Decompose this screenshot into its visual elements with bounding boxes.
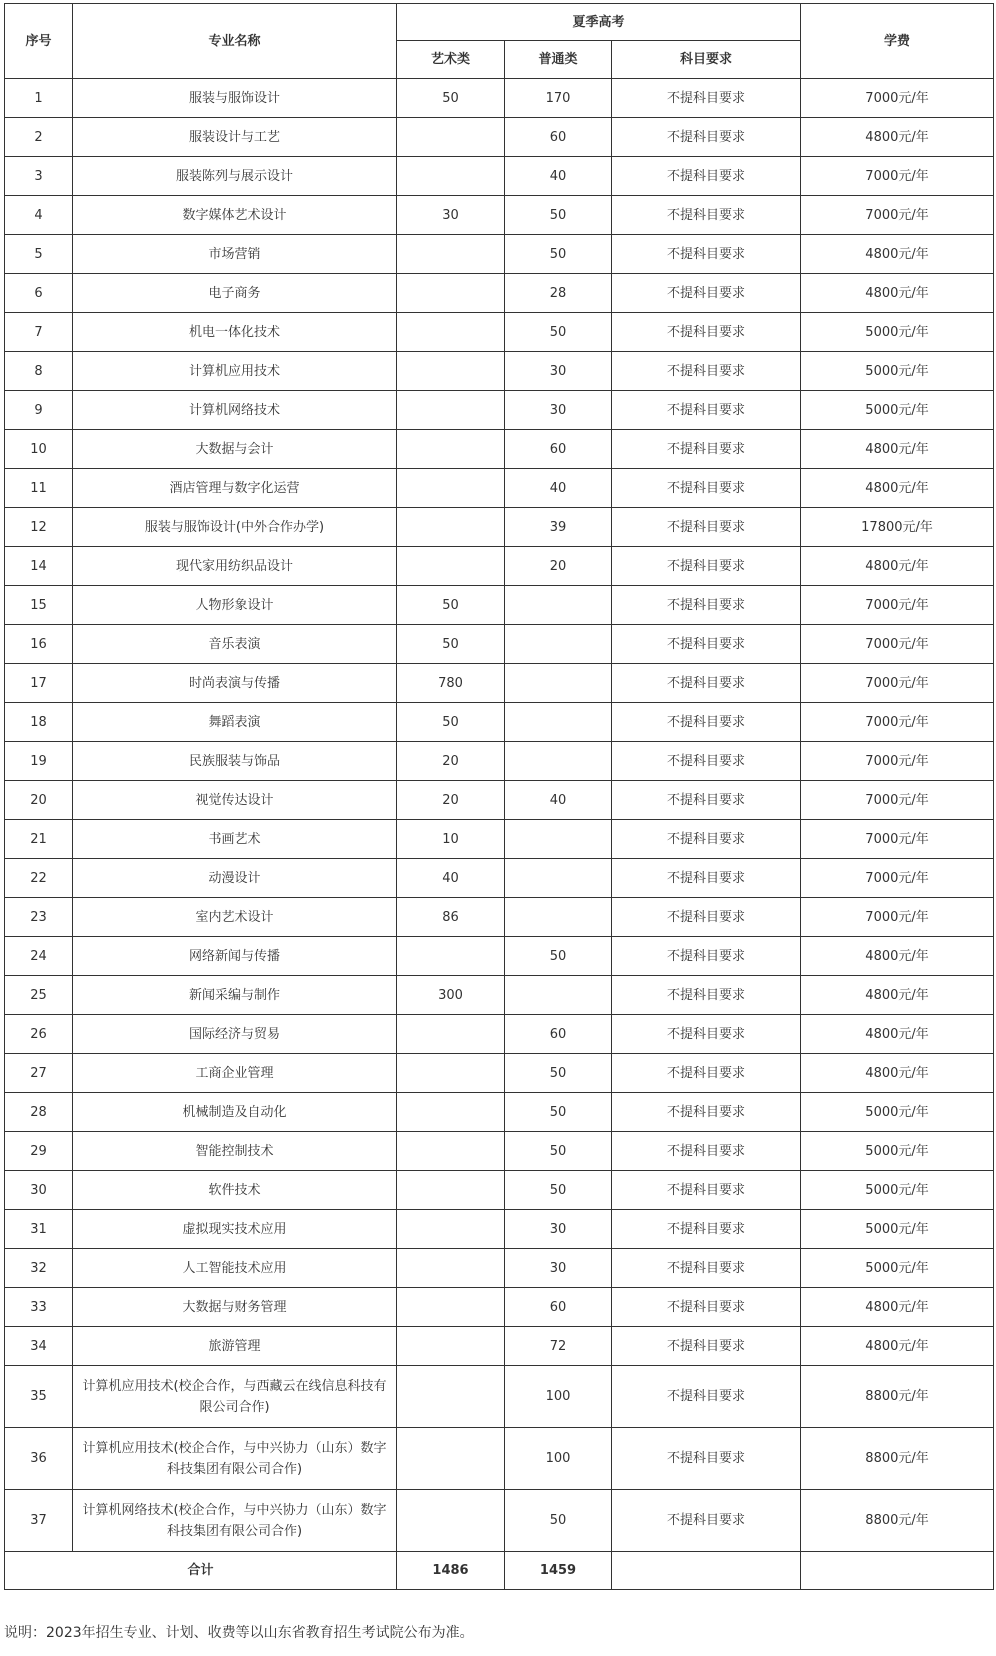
cell-major: 新闻采编与制作 bbox=[73, 976, 397, 1015]
cell-seq: 21 bbox=[5, 820, 73, 859]
table-row bbox=[5, 820, 994, 859]
cell-subject-req: 不提科目要求 bbox=[612, 1054, 801, 1093]
cell-tuition: 7000元/年 bbox=[801, 196, 994, 235]
cell-seq: 19 bbox=[5, 742, 73, 781]
table-row bbox=[5, 469, 994, 508]
cell-general: 60 bbox=[505, 118, 612, 157]
cell-major: 电子商务 bbox=[73, 274, 397, 313]
cell-subject-req: 不提科目要求 bbox=[612, 1093, 801, 1132]
cell-seq: 15 bbox=[5, 586, 73, 625]
cell-subject-req: 不提科目要求 bbox=[612, 976, 801, 1015]
header-art: 艺术类 bbox=[397, 41, 505, 79]
cell-tuition: 7000元/年 bbox=[801, 742, 994, 781]
cell-subject-req: 不提科目要求 bbox=[612, 547, 801, 586]
cell-general: 30 bbox=[505, 1210, 612, 1249]
cell-art: 50 bbox=[397, 625, 505, 664]
cell-tuition: 4800元/年 bbox=[801, 1054, 994, 1093]
cell-art: 20 bbox=[397, 781, 505, 820]
cell-art bbox=[397, 469, 505, 508]
cell-general: 50 bbox=[505, 235, 612, 274]
cell-subject-req: 不提科目要求 bbox=[612, 1249, 801, 1288]
header-major: 专业名称 bbox=[73, 4, 397, 79]
cell-tuition: 4800元/年 bbox=[801, 976, 994, 1015]
cell-art bbox=[397, 1366, 505, 1428]
cell-subject-req: 不提科目要求 bbox=[612, 196, 801, 235]
cell-seq: 20 bbox=[5, 781, 73, 820]
cell-general: 50 bbox=[505, 1132, 612, 1171]
cell-general: 30 bbox=[505, 1249, 612, 1288]
cell-major: 民族服装与饰品 bbox=[73, 742, 397, 781]
header-tuition: 学费 bbox=[801, 4, 994, 79]
cell-subject-req: 不提科目要求 bbox=[612, 313, 801, 352]
cell-general bbox=[505, 742, 612, 781]
cell-tuition: 8800元/年 bbox=[801, 1428, 994, 1490]
cell-art bbox=[397, 313, 505, 352]
cell-general: 50 bbox=[505, 313, 612, 352]
cell-seq: 12 bbox=[5, 508, 73, 547]
cell-major: 数字媒体艺术设计 bbox=[73, 196, 397, 235]
cell-tuition: 7000元/年 bbox=[801, 703, 994, 742]
cell-general: 100 bbox=[505, 1428, 612, 1490]
header-seq: 序号 bbox=[5, 4, 73, 79]
cell-seq: 11 bbox=[5, 469, 73, 508]
cell-major: 旅游管理 bbox=[73, 1327, 397, 1366]
cell-subject-req: 不提科目要求 bbox=[612, 937, 801, 976]
table-row bbox=[5, 976, 994, 1015]
cell-major: 智能控制技术 bbox=[73, 1132, 397, 1171]
cell-tuition: 5000元/年 bbox=[801, 1093, 994, 1132]
cell-subject-req: 不提科目要求 bbox=[612, 1210, 801, 1249]
cell-general: 20 bbox=[505, 547, 612, 586]
table-row bbox=[5, 157, 994, 196]
cell-subject-req: 不提科目要求 bbox=[612, 508, 801, 547]
cell-major: 音乐表演 bbox=[73, 625, 397, 664]
cell-art bbox=[397, 118, 505, 157]
cell-major: 计算机应用技术(校企合作，与西藏云在线信息科技有限公司合作) bbox=[73, 1366, 397, 1428]
cell-major: 计算机应用技术(校企合作，与中兴协力（山东）数字科技集团有限公司合作) bbox=[73, 1428, 397, 1490]
cell-tuition: 7000元/年 bbox=[801, 898, 994, 937]
cell-art bbox=[397, 1171, 505, 1210]
table-row bbox=[5, 1249, 994, 1288]
cell-tuition: 4800元/年 bbox=[801, 118, 994, 157]
cell-general: 30 bbox=[505, 352, 612, 391]
header-general: 普通类 bbox=[505, 41, 612, 79]
cell-art: 50 bbox=[397, 79, 505, 118]
cell-subject-req: 不提科目要求 bbox=[612, 820, 801, 859]
cell-tuition: 7000元/年 bbox=[801, 625, 994, 664]
cell-general: 40 bbox=[505, 781, 612, 820]
cell-art bbox=[397, 235, 505, 274]
table-row bbox=[5, 1490, 994, 1552]
table-row bbox=[5, 313, 994, 352]
cell-art bbox=[397, 1327, 505, 1366]
cell-art bbox=[397, 1490, 505, 1552]
cell-tuition: 17800元/年 bbox=[801, 508, 994, 547]
cell-tuition: 4800元/年 bbox=[801, 430, 994, 469]
table-row bbox=[5, 898, 994, 937]
cell-seq: 37 bbox=[5, 1490, 73, 1552]
cell-major: 虚拟现实技术应用 bbox=[73, 1210, 397, 1249]
table-row bbox=[5, 1210, 994, 1249]
cell-subject-req: 不提科目要求 bbox=[612, 469, 801, 508]
cell-general: 100 bbox=[505, 1366, 612, 1428]
cell-art bbox=[397, 391, 505, 430]
cell-subject-req: 不提科目要求 bbox=[612, 1327, 801, 1366]
cell-subject-req: 不提科目要求 bbox=[612, 625, 801, 664]
cell-tuition: 5000元/年 bbox=[801, 313, 994, 352]
table-row bbox=[5, 1015, 994, 1054]
cell-subject-req: 不提科目要求 bbox=[612, 703, 801, 742]
table-row bbox=[5, 1428, 994, 1490]
cell-general: 40 bbox=[505, 469, 612, 508]
cell-major: 计算机网络技术(校企合作，与中兴协力（山东）数字科技集团有限公司合作) bbox=[73, 1490, 397, 1552]
cell-general bbox=[505, 664, 612, 703]
cell-major: 现代家用纺织品设计 bbox=[73, 547, 397, 586]
cell-seq: 1 bbox=[5, 79, 73, 118]
cell-major: 工商企业管理 bbox=[73, 1054, 397, 1093]
cell-major: 国际经济与贸易 bbox=[73, 1015, 397, 1054]
cell-general: 30 bbox=[505, 391, 612, 430]
cell-seq: 35 bbox=[5, 1366, 73, 1428]
cell-seq: 9 bbox=[5, 391, 73, 430]
cell-art bbox=[397, 508, 505, 547]
cell-major: 服装与服饰设计(中外合作办学) bbox=[73, 508, 397, 547]
cell-general: 72 bbox=[505, 1327, 612, 1366]
total-fee-empty bbox=[801, 1552, 994, 1590]
cell-subject-req: 不提科目要求 bbox=[612, 1288, 801, 1327]
table-row bbox=[5, 937, 994, 976]
cell-seq: 22 bbox=[5, 859, 73, 898]
cell-general: 50 bbox=[505, 196, 612, 235]
cell-major: 服装与服饰设计 bbox=[73, 79, 397, 118]
cell-tuition: 5000元/年 bbox=[801, 352, 994, 391]
cell-tuition: 5000元/年 bbox=[801, 1171, 994, 1210]
cell-art: 50 bbox=[397, 586, 505, 625]
cell-subject-req: 不提科目要求 bbox=[612, 274, 801, 313]
cell-art bbox=[397, 1210, 505, 1249]
table-row bbox=[5, 118, 994, 157]
cell-seq: 31 bbox=[5, 1210, 73, 1249]
cell-art: 50 bbox=[397, 703, 505, 742]
cell-major: 人工智能技术应用 bbox=[73, 1249, 397, 1288]
cell-tuition: 4800元/年 bbox=[801, 547, 994, 586]
cell-general bbox=[505, 820, 612, 859]
cell-general: 60 bbox=[505, 1015, 612, 1054]
cell-art bbox=[397, 157, 505, 196]
cell-seq: 24 bbox=[5, 937, 73, 976]
cell-seq: 33 bbox=[5, 1288, 73, 1327]
cell-art bbox=[397, 274, 505, 313]
cell-tuition: 4800元/年 bbox=[801, 937, 994, 976]
cell-general bbox=[505, 859, 612, 898]
cell-subject-req: 不提科目要求 bbox=[612, 1428, 801, 1490]
total-row bbox=[5, 1552, 994, 1590]
table-row bbox=[5, 196, 994, 235]
cell-seq: 23 bbox=[5, 898, 73, 937]
cell-major: 计算机网络技术 bbox=[73, 391, 397, 430]
cell-major: 网络新闻与传播 bbox=[73, 937, 397, 976]
cell-art bbox=[397, 352, 505, 391]
cell-major: 机械制造及自动化 bbox=[73, 1093, 397, 1132]
cell-tuition: 7000元/年 bbox=[801, 859, 994, 898]
cell-seq: 4 bbox=[5, 196, 73, 235]
cell-tuition: 5000元/年 bbox=[801, 1132, 994, 1171]
cell-art: 780 bbox=[397, 664, 505, 703]
cell-tuition: 5000元/年 bbox=[801, 1249, 994, 1288]
cell-major: 视觉传达设计 bbox=[73, 781, 397, 820]
table-row bbox=[5, 274, 994, 313]
table-body bbox=[5, 79, 994, 1552]
table-row bbox=[5, 625, 994, 664]
cell-general bbox=[505, 898, 612, 937]
cell-general: 50 bbox=[505, 937, 612, 976]
cell-general: 39 bbox=[505, 508, 612, 547]
cell-major: 书画艺术 bbox=[73, 820, 397, 859]
table-row bbox=[5, 79, 994, 118]
cell-seq: 25 bbox=[5, 976, 73, 1015]
cell-subject-req: 不提科目要求 bbox=[612, 586, 801, 625]
table-row bbox=[5, 781, 994, 820]
cell-general: 50 bbox=[505, 1171, 612, 1210]
cell-tuition: 4800元/年 bbox=[801, 1327, 994, 1366]
cell-seq: 28 bbox=[5, 1093, 73, 1132]
table-row bbox=[5, 664, 994, 703]
cell-general: 170 bbox=[505, 79, 612, 118]
cell-art bbox=[397, 1428, 505, 1490]
cell-subject-req: 不提科目要求 bbox=[612, 664, 801, 703]
cell-major: 服装设计与工艺 bbox=[73, 118, 397, 157]
cell-art bbox=[397, 937, 505, 976]
cell-general bbox=[505, 625, 612, 664]
cell-art bbox=[397, 1132, 505, 1171]
footnote: 说明：2023年招生专业、计划、收费等以山东省教育招生考试院公布为准。 bbox=[4, 1625, 474, 1641]
cell-seq: 36 bbox=[5, 1428, 73, 1490]
cell-seq: 16 bbox=[5, 625, 73, 664]
cell-subject-req: 不提科目要求 bbox=[612, 391, 801, 430]
cell-general: 50 bbox=[505, 1054, 612, 1093]
cell-major: 室内艺术设计 bbox=[73, 898, 397, 937]
cell-major: 机电一体化技术 bbox=[73, 313, 397, 352]
cell-subject-req: 不提科目要求 bbox=[612, 157, 801, 196]
header-summer-exam: 夏季高考 bbox=[397, 4, 801, 41]
cell-subject-req: 不提科目要求 bbox=[612, 859, 801, 898]
cell-art: 30 bbox=[397, 196, 505, 235]
cell-seq: 5 bbox=[5, 235, 73, 274]
table-row bbox=[5, 235, 994, 274]
header-row bbox=[5, 4, 994, 41]
cell-general bbox=[505, 976, 612, 1015]
table-row bbox=[5, 547, 994, 586]
cell-seq: 32 bbox=[5, 1249, 73, 1288]
cell-subject-req: 不提科目要求 bbox=[612, 352, 801, 391]
cell-seq: 34 bbox=[5, 1327, 73, 1366]
cell-tuition: 7000元/年 bbox=[801, 586, 994, 625]
cell-art bbox=[397, 1288, 505, 1327]
cell-tuition: 4800元/年 bbox=[801, 1288, 994, 1327]
cell-seq: 2 bbox=[5, 118, 73, 157]
cell-seq: 17 bbox=[5, 664, 73, 703]
table-row bbox=[5, 391, 994, 430]
cell-subject-req: 不提科目要求 bbox=[612, 79, 801, 118]
cell-art: 40 bbox=[397, 859, 505, 898]
table-row bbox=[5, 1054, 994, 1093]
cell-subject-req: 不提科目要求 bbox=[612, 430, 801, 469]
cell-subject-req: 不提科目要求 bbox=[612, 898, 801, 937]
cell-tuition: 7000元/年 bbox=[801, 664, 994, 703]
cell-seq: 27 bbox=[5, 1054, 73, 1093]
cell-subject-req: 不提科目要求 bbox=[612, 1366, 801, 1428]
cell-general bbox=[505, 703, 612, 742]
cell-art bbox=[397, 430, 505, 469]
total-general: 1459 bbox=[505, 1552, 612, 1590]
table-row bbox=[5, 586, 994, 625]
cell-seq: 30 bbox=[5, 1171, 73, 1210]
cell-seq: 3 bbox=[5, 157, 73, 196]
cell-tuition: 4800元/年 bbox=[801, 469, 994, 508]
cell-major: 计算机应用技术 bbox=[73, 352, 397, 391]
cell-major: 软件技术 bbox=[73, 1171, 397, 1210]
cell-tuition: 7000元/年 bbox=[801, 781, 994, 820]
total-label: 合计 bbox=[5, 1552, 397, 1590]
cell-tuition: 8800元/年 bbox=[801, 1490, 994, 1552]
cell-major: 时尚表演与传播 bbox=[73, 664, 397, 703]
cell-subject-req: 不提科目要求 bbox=[612, 1015, 801, 1054]
cell-tuition: 4800元/年 bbox=[801, 235, 994, 274]
cell-tuition: 7000元/年 bbox=[801, 820, 994, 859]
table-row bbox=[5, 508, 994, 547]
cell-art bbox=[397, 1015, 505, 1054]
cell-art bbox=[397, 1054, 505, 1093]
cell-art: 20 bbox=[397, 742, 505, 781]
cell-tuition: 8800元/年 bbox=[801, 1366, 994, 1428]
cell-seq: 6 bbox=[5, 274, 73, 313]
total-req-empty bbox=[612, 1552, 801, 1590]
cell-tuition: 5000元/年 bbox=[801, 391, 994, 430]
cell-major: 大数据与财务管理 bbox=[73, 1288, 397, 1327]
cell-tuition: 4800元/年 bbox=[801, 274, 994, 313]
cell-art bbox=[397, 547, 505, 586]
cell-seq: 14 bbox=[5, 547, 73, 586]
cell-general: 28 bbox=[505, 274, 612, 313]
cell-major: 市场营销 bbox=[73, 235, 397, 274]
cell-major: 酒店管理与数字化运营 bbox=[73, 469, 397, 508]
cell-subject-req: 不提科目要求 bbox=[612, 118, 801, 157]
header-subject-req: 科目要求 bbox=[612, 41, 801, 79]
cell-tuition: 7000元/年 bbox=[801, 157, 994, 196]
cell-major: 人物形象设计 bbox=[73, 586, 397, 625]
cell-general: 40 bbox=[505, 157, 612, 196]
cell-seq: 26 bbox=[5, 1015, 73, 1054]
table-row bbox=[5, 859, 994, 898]
cell-subject-req: 不提科目要求 bbox=[612, 1171, 801, 1210]
cell-general: 60 bbox=[505, 430, 612, 469]
cell-subject-req: 不提科目要求 bbox=[612, 1490, 801, 1552]
cell-subject-req: 不提科目要求 bbox=[612, 781, 801, 820]
table-row bbox=[5, 1288, 994, 1327]
table-row bbox=[5, 742, 994, 781]
cell-tuition: 4800元/年 bbox=[801, 1015, 994, 1054]
table-row bbox=[5, 1366, 994, 1428]
cell-major: 服装陈列与展示设计 bbox=[73, 157, 397, 196]
cell-seq: 18 bbox=[5, 703, 73, 742]
cell-seq: 29 bbox=[5, 1132, 73, 1171]
cell-art: 300 bbox=[397, 976, 505, 1015]
cell-major: 舞蹈表演 bbox=[73, 703, 397, 742]
total-art: 1486 bbox=[397, 1552, 505, 1590]
cell-art: 86 bbox=[397, 898, 505, 937]
cell-general: 60 bbox=[505, 1288, 612, 1327]
cell-subject-req: 不提科目要求 bbox=[612, 742, 801, 781]
cell-art bbox=[397, 1093, 505, 1132]
table-row bbox=[5, 1132, 994, 1171]
cell-tuition: 5000元/年 bbox=[801, 1210, 994, 1249]
cell-major: 大数据与会计 bbox=[73, 430, 397, 469]
enrollment-plan-table bbox=[4, 3, 994, 1590]
cell-seq: 7 bbox=[5, 313, 73, 352]
table-row bbox=[5, 1327, 994, 1366]
cell-general: 50 bbox=[505, 1490, 612, 1552]
cell-art: 10 bbox=[397, 820, 505, 859]
table-row bbox=[5, 1171, 994, 1210]
cell-art bbox=[397, 1249, 505, 1288]
cell-seq: 10 bbox=[5, 430, 73, 469]
cell-subject-req: 不提科目要求 bbox=[612, 1132, 801, 1171]
table-row bbox=[5, 1093, 994, 1132]
table-row bbox=[5, 352, 994, 391]
cell-major: 动漫设计 bbox=[73, 859, 397, 898]
cell-seq: 8 bbox=[5, 352, 73, 391]
cell-tuition: 7000元/年 bbox=[801, 79, 994, 118]
table-row bbox=[5, 430, 994, 469]
cell-subject-req: 不提科目要求 bbox=[612, 235, 801, 274]
cell-general: 50 bbox=[505, 1093, 612, 1132]
cell-general bbox=[505, 586, 612, 625]
table-row bbox=[5, 703, 994, 742]
